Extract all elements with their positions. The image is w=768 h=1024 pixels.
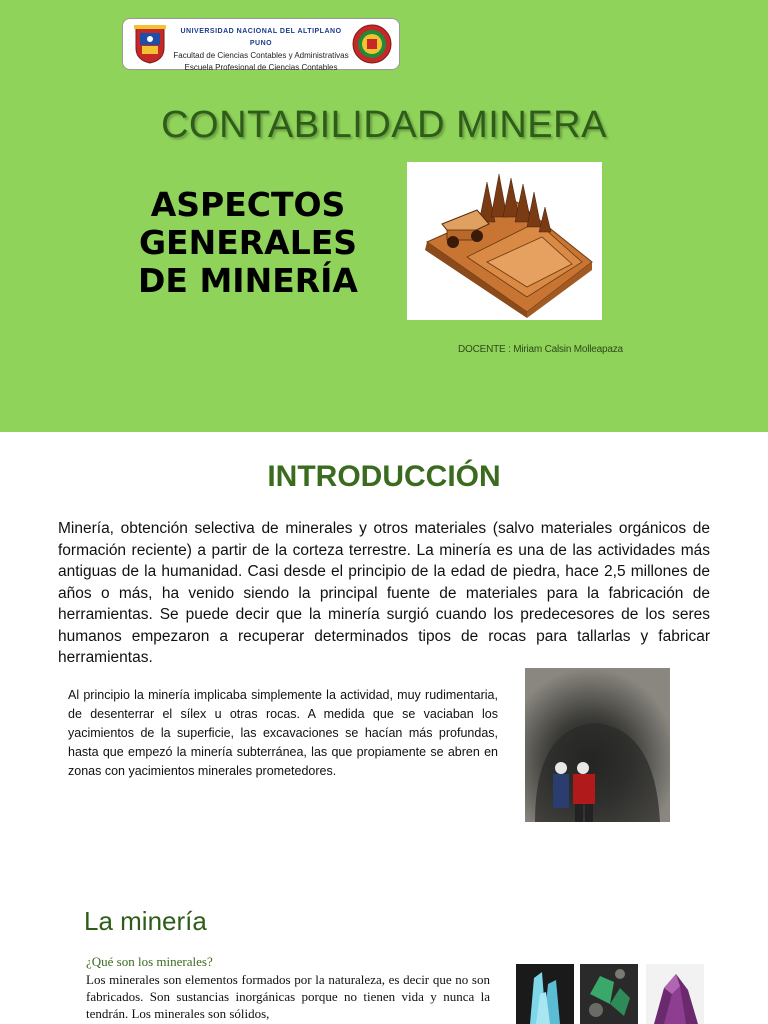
faculty-seal-icon (352, 24, 392, 64)
presentation-subtitle (120, 186, 376, 300)
aquamarine-crystal-icon (516, 964, 574, 1024)
mineria-title: La minería (84, 906, 207, 936)
subtitle-line: GENERALES (138, 223, 358, 262)
faculty-name: Facultad de Ciencias Contables y Administrativas (173, 51, 349, 60)
teacher-name: DOCENTE : Miriam Calsin Molleapaza (458, 344, 623, 355)
emerald-crystal-icon (580, 964, 638, 1024)
minerals-question: ¿Qué son los minerales? (86, 954, 213, 969)
introduction-title: INTRODUCCIÓN (267, 460, 501, 493)
introduction-paragraph: Minería, obtención selectiva de minerales y otros materiales (salvo materiales orgánicos de formación reciente) a partir de la corteza terrestre. La minería es una de las actividades más antiguas de la humanidad. Casi desde el principio de la edad de piedra, hace 2,5 millones de años o más, ha venido siendo la principal fuente de materiales para la fabricación de herramientas. Se puede decir que la minería surgió cuando los predecesores de los seres humanos empezaron a recuperar determinados tipos de rocas para tallarlas y fabricar herramientas. (58, 520, 710, 666)
subtitle-line: ASPECTOS (150, 185, 346, 224)
subtitle-line: DE MINERÍA (138, 261, 358, 300)
minerals-paragraph: Los minerales son elementos formados por la naturaleza, es decir que no son fabricados. Son sustancias inorgánicas porque no tienen vida y nunca la tendrán. Los minerales son sólidos, (86, 972, 490, 1021)
school-name: Escuela Profesional de Ciencias Contables (184, 63, 338, 72)
early-mining-paragraph: Al principio la minería implicaba simplemente la actividad, muy rudimentaria, de desenterrar el sílex u otras rocas. A medida que se vaciaban los yacimientos de la superficie, las excavaciones se hacían más profundas, hasta que empezó la minería subterránea, las que propiamente se abren en zonas con yacimientos minerales prometedores. (68, 688, 498, 778)
title-slide (0, 0, 768, 432)
university-crest-icon (133, 24, 167, 64)
presentation-title: CONTABILIDAD MINERA (161, 104, 607, 146)
amethyst-crystal-icon (646, 964, 704, 1024)
mine-tunnel-photo-icon (525, 668, 670, 822)
mining-truck-illustration-icon (407, 162, 602, 320)
university-name: UNIVERSIDAD NACIONAL DEL ALTIPLANO PUNO (180, 28, 342, 47)
university-header (122, 18, 400, 70)
